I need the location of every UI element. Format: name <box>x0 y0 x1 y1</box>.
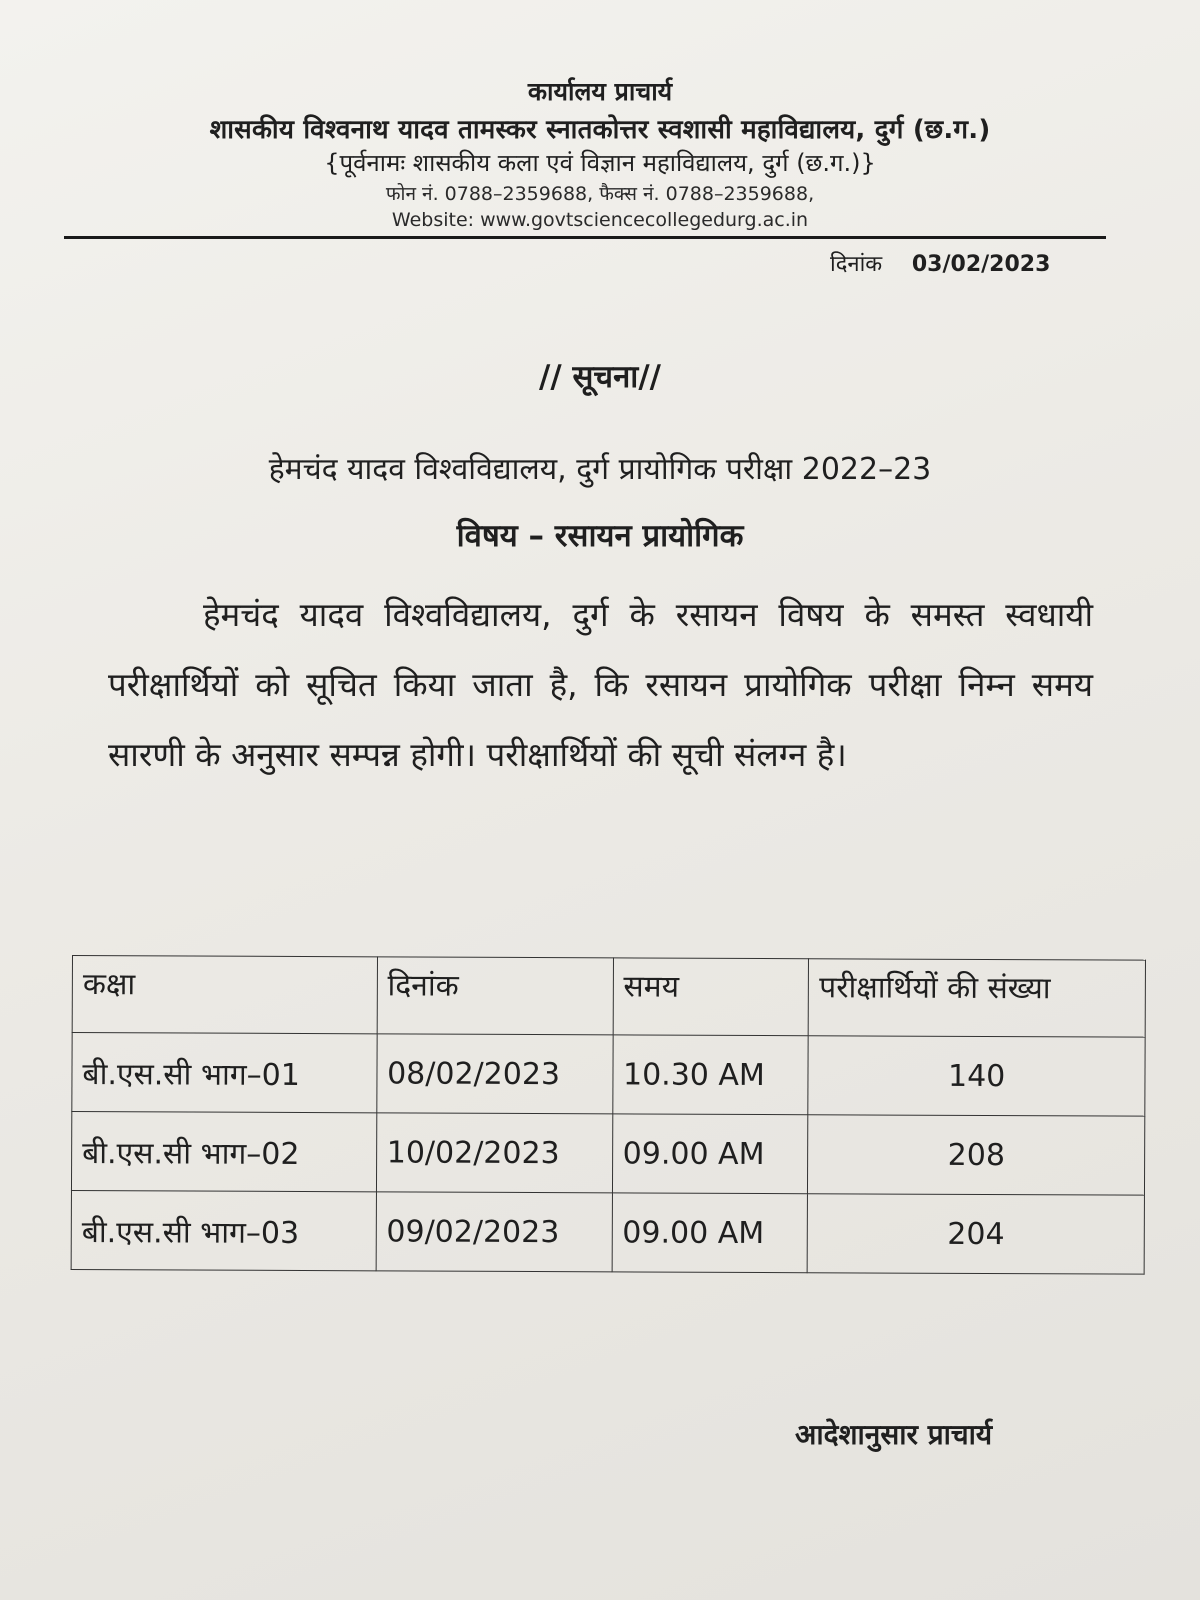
header-time: समय <box>613 958 809 1036</box>
college-name: शासकीय विश्वनाथ यादव तामस्कर स्नातकोत्तर स्वशासी महाविद्यालय, दुर्ग (छ.ग.) <box>209 115 991 145</box>
notice-body: हेमचंद यादव विश्वविद्यालय, दुर्ग के रसायन विषय के समस्त स्वधायी परीक्षार्थियों को सूचित किया जाता है, कि रसायन प्रायोगिक परीक्षा निम्न समय सारणी के अनुसार सम्पन्न होगी। परीक्षार्थियों की सूची संलग्न है। <box>108 595 1093 774</box>
cell-time: 09.00 AM <box>612 1114 808 1194</box>
date-label: दिनांक <box>830 252 883 277</box>
signature: आदेशानुसार प्राचार्य <box>795 1418 993 1451</box>
subject-line: विषय – रसायन प्रायोगिक <box>456 518 744 554</box>
exam-schedule-table <box>71 955 1146 1275</box>
table-row <box>71 1191 1144 1275</box>
cell-class: बी.एस.सी भाग–01 <box>72 1033 377 1113</box>
cell-time: 10.30 AM <box>612 1035 808 1115</box>
table-row <box>72 1033 1145 1117</box>
notice-heading: // सूचना// <box>539 359 661 395</box>
cell-date: 08/02/2023 <box>376 1034 612 1114</box>
cell-time: 09.00 AM <box>612 1193 808 1273</box>
exam-title: हेमचंद यादव विश्वविद्यालय, दुर्ग प्रायोगिक परीक्षा 2022–23 <box>268 452 932 487</box>
cell-date: 09/02/2023 <box>376 1192 612 1272</box>
cell-count: 140 <box>808 1036 1145 1116</box>
office-title: कार्यालय प्राचार्य <box>527 77 673 106</box>
date-value: 03/02/2023 <box>911 252 1051 277</box>
table-header-row <box>72 956 1145 1038</box>
date-line <box>830 248 1050 278</box>
former-name: {पूर्वनामः शासकीय कला एवं विज्ञान महाविद्यालय, दुर्ग (छ.ग.)} <box>324 149 876 177</box>
cell-count: 208 <box>808 1115 1145 1195</box>
header-date: दिनांक <box>377 957 613 1035</box>
table-row <box>71 1112 1144 1196</box>
cell-count: 204 <box>807 1194 1144 1274</box>
header-divider <box>64 236 1106 239</box>
phone-fax-line: फोन नं. 0788–2359688, फैक्स नं. 0788–2359688, <box>385 183 815 205</box>
cell-class: बी.एस.सी भाग–03 <box>71 1191 376 1271</box>
website-line: Website: www.govtsciencecollegedurg.ac.in <box>391 209 809 231</box>
cell-class: बी.एस.सी भाग–02 <box>71 1112 376 1192</box>
header-count: परीक्षार्थियों की संख्या <box>809 959 1146 1037</box>
header-class: कक्षा <box>72 956 377 1034</box>
cell-date: 10/02/2023 <box>376 1113 612 1193</box>
